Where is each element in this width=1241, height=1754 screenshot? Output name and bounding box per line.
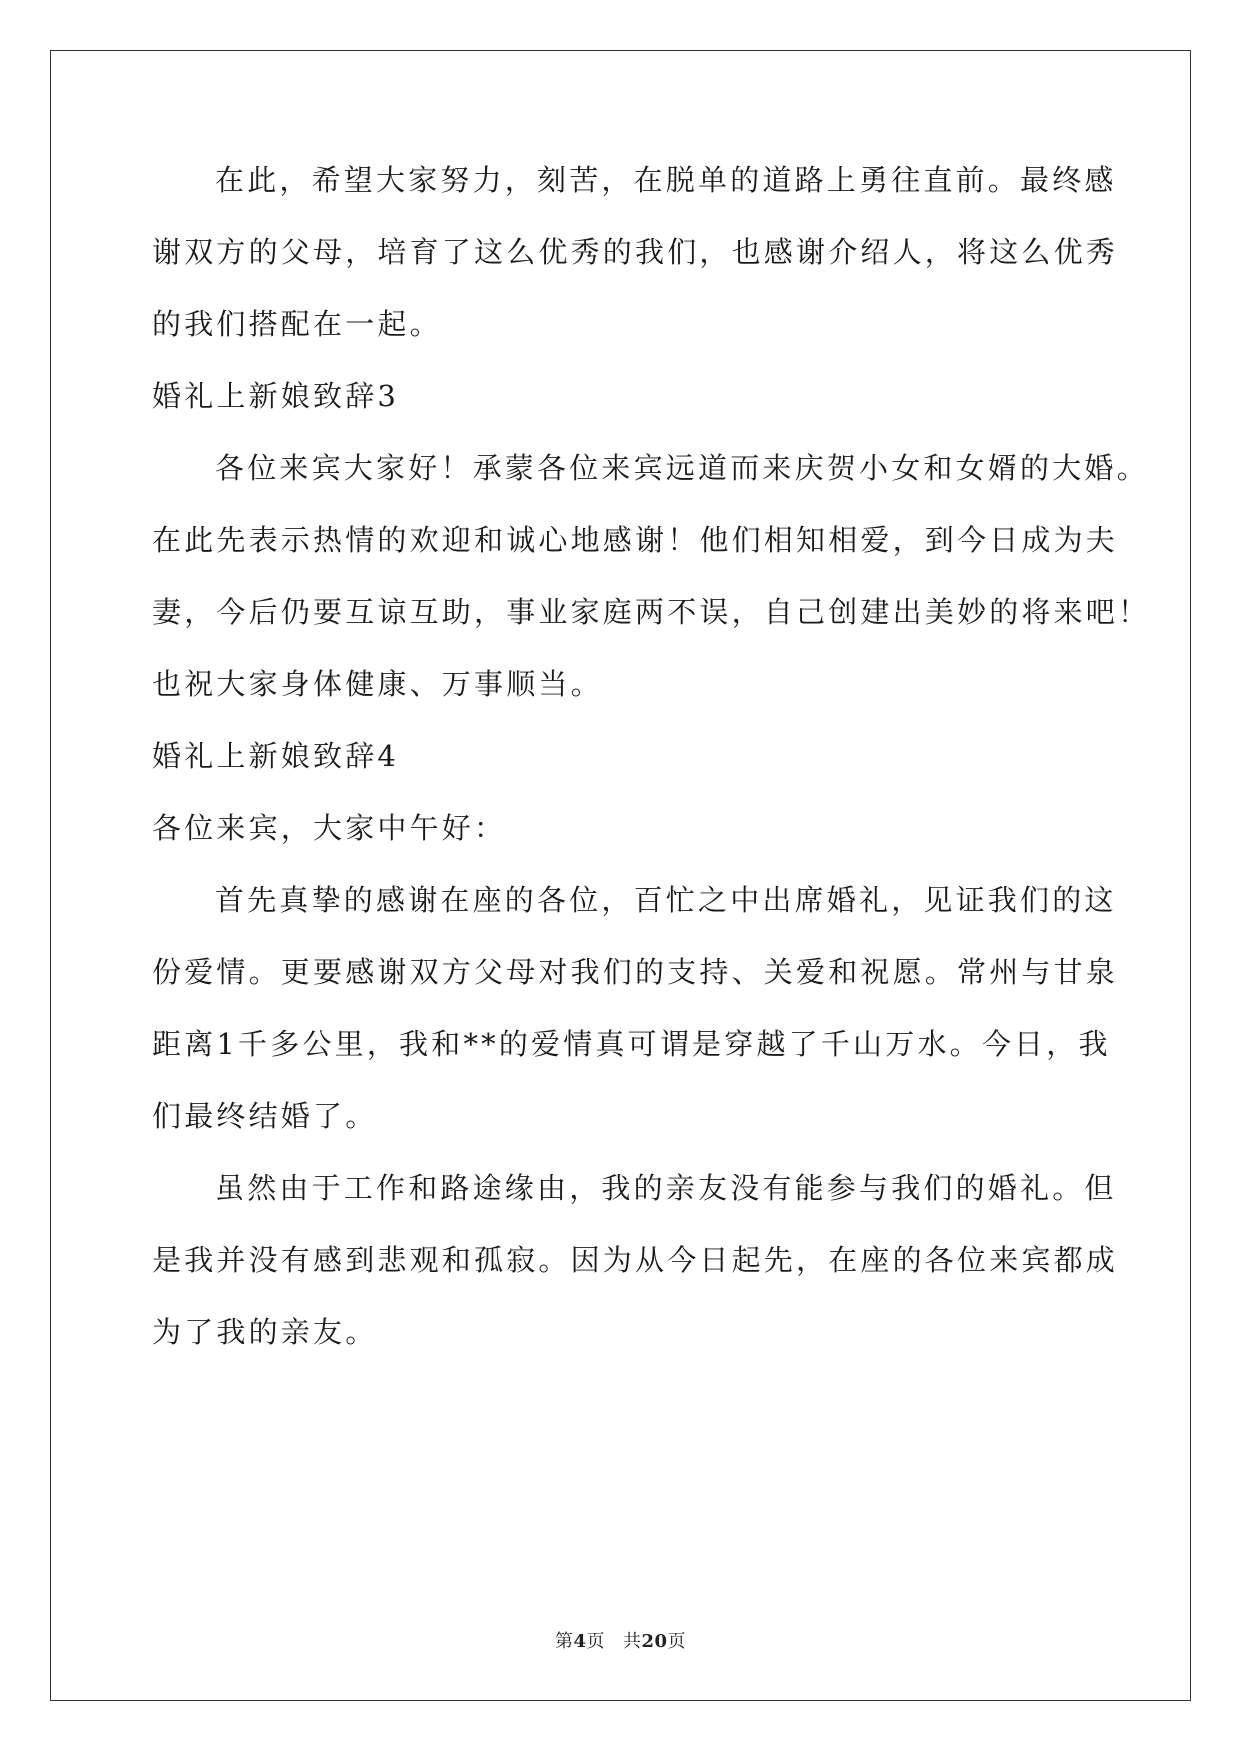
total-prefix: 共	[622, 1631, 642, 1652]
page-prefix: 第	[554, 1631, 574, 1652]
page-suffix: 页	[586, 1631, 605, 1652]
paragraph-line: 在此先表示热情的欢迎和诚心地感谢！他们相知相爱，到今日成为夫	[152, 523, 1119, 557]
paragraph-line: 谢双方的父母，培育了这么优秀的我们，也感谢介绍人，将这么优秀	[152, 235, 1119, 269]
paragraph-line: 是我并没有感到悲观和孤寂。因为从今日起先，在座的各位来宾都成	[152, 1243, 1119, 1277]
total-suffix: 页	[667, 1631, 687, 1652]
total-page-count: 20	[641, 1631, 668, 1652]
section-heading: 婚礼上新娘致辞3	[152, 379, 400, 413]
paragraph-line: 在此，希望大家努力，刻苦，在脱单的道路上勇往直前。最终感	[215, 163, 1117, 197]
current-page-number: 4	[573, 1631, 587, 1652]
paragraph-line: 妻，今后仍要互谅互助，事业家庭两不误，自己创建出美妙的将来吧！	[152, 595, 1151, 629]
page-border	[50, 50, 1191, 1701]
paragraph-line: 份爱情。更要感谢双方父母对我们的支持、关爱和祝愿。常州与甘泉	[152, 955, 1119, 989]
paragraph-line: 首先真挚的感谢在座的各位，百忙之中出席婚礼，见证我们的这	[215, 883, 1117, 917]
paragraph-line: 的我们搭配在一起。	[152, 307, 442, 341]
paragraph-line: 距离1千多公里，我和**的爱情真可谓是穿越了千山万水。今日，我	[152, 1027, 1111, 1061]
paragraph-line: 为了我的亲友。	[152, 1315, 378, 1349]
paragraph-line: 们最终结婚了。	[152, 1099, 378, 1133]
section-heading: 婚礼上新娘致辞4	[152, 739, 400, 773]
paragraph-line: 也祝大家身体健康、万事顺当。	[152, 667, 603, 701]
salutation-line: 各位来宾，大家中午好：	[152, 811, 507, 845]
paragraph-line: 各位来宾大家好！承蒙各位来宾远道而来庆贺小女和女婿的大婚。	[215, 451, 1149, 485]
page-footer	[0, 1627, 1241, 1653]
paragraph-line: 虽然由于工作和路途缘由，我的亲友没有能参与我们的婚礼。但	[215, 1171, 1117, 1205]
